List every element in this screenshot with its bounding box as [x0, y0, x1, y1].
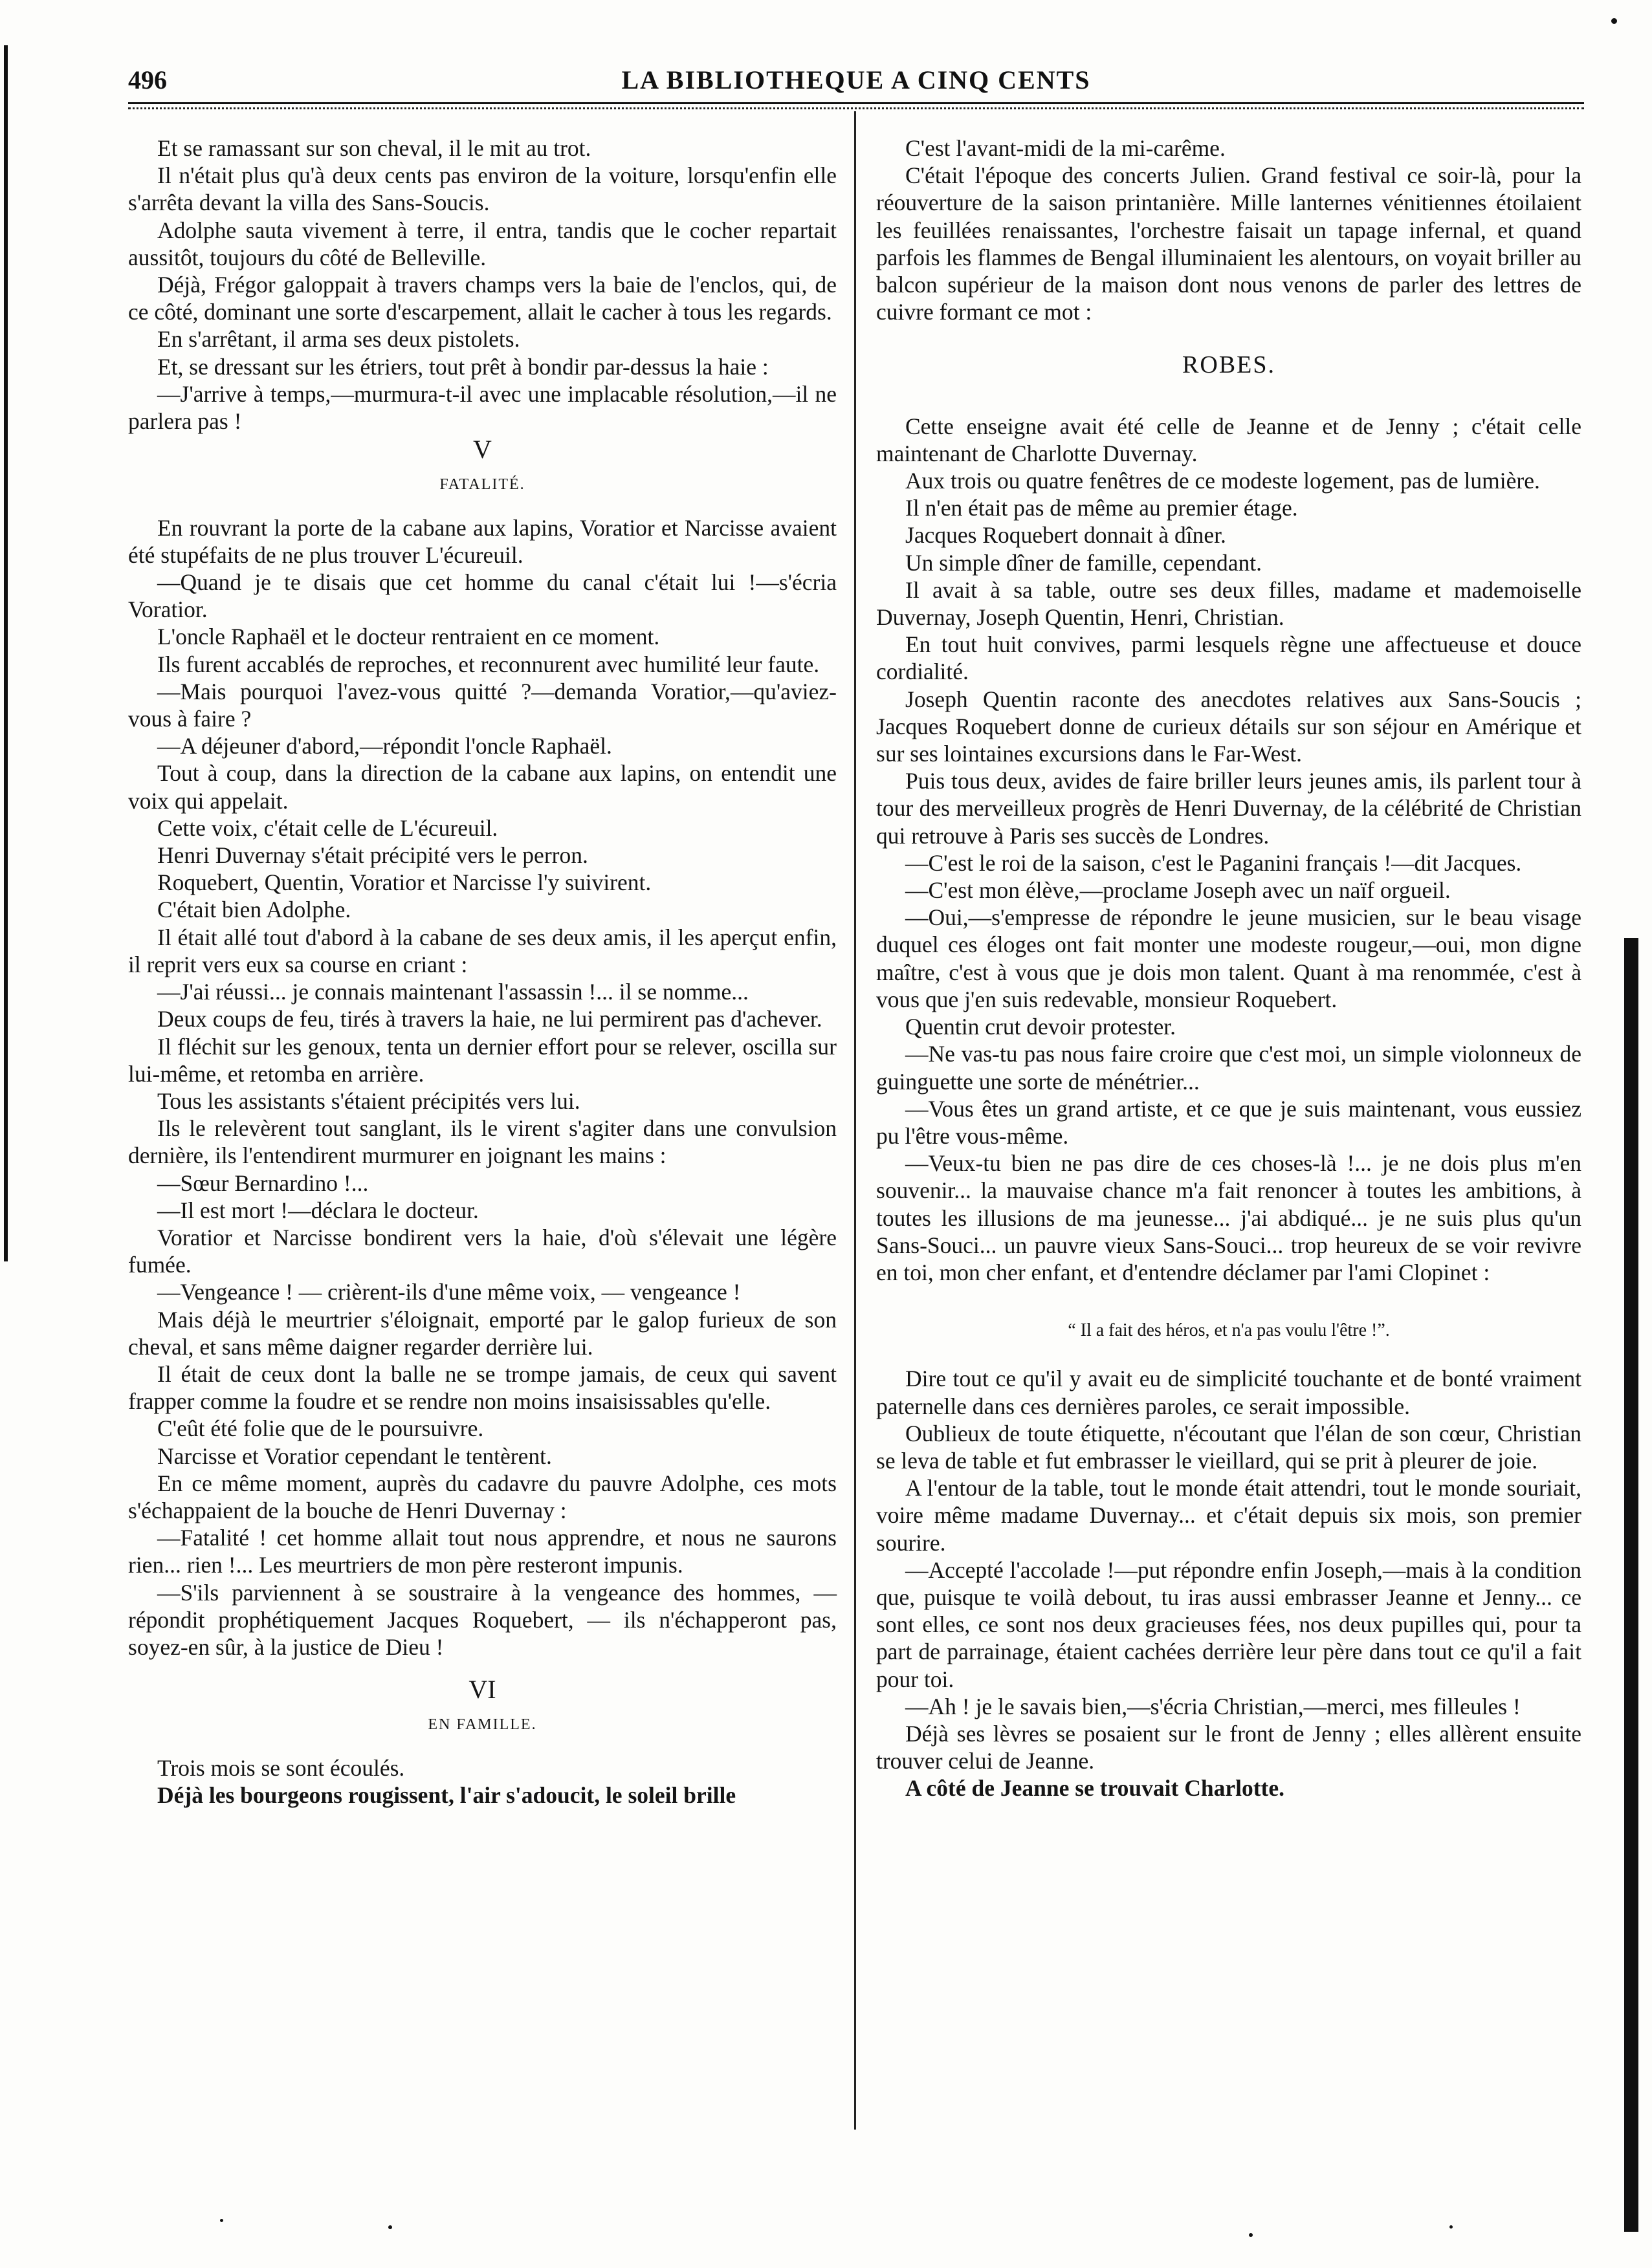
paragraph: C'était l'époque des concerts Julien. Grand festival ce soir-là, pour la réouverture de la saison printanière. Mille lanternes vénitiennes étoilaient les feuillées renaissantes, l'orchestre faisait un tapage infernal, et quand parfois les flammes de Bengal illuminaient les alentours, on voyait briller au balcon supérieur de la maison dont nous venons de parler des lettres de cuivre formant ce mot :	[876, 162, 1581, 325]
paragraph: —Veux-tu bien ne pas dire de ces choses-là !... je ne dois plus m'en souvenir... la mauvaise chance m'a fait renoncer à toutes les ambitions, à toutes les illusions de ma jeunesse... j'ai abdiqué... je ne suis plus qu'un Sans-Souci... un pauvre vieux Sans-Souci... trop heureux de se voir revivre en toi, mon cher enfant, et d'entendre déclamer par l'ami Clopinet :	[876, 1150, 1581, 1285]
chapter-number: V	[473, 435, 492, 464]
paragraph: Il avait à sa table, outre ses deux filles, madame et mademoiselle Duvernay, Joseph Quentin, Henri, Christian.	[876, 576, 1581, 631]
paragraph: —Il est mort !—déclara le docteur.	[157, 1197, 479, 1223]
paragraph: Mais déjà le meurtrier s'éloignait, emporté par le galop furieux de son cheval, et sans même daigner regarder derrière lui.	[128, 1306, 837, 1360]
column-divider	[854, 111, 856, 2130]
paragraph: Narcisse et Voratior cependant le tentèrent.	[157, 1443, 552, 1469]
paragraph: Henri Duvernay s'était précipité vers le perron.	[157, 842, 588, 869]
header-dotted-rule	[128, 107, 1584, 109]
paragraph: Tout à coup, dans la direction de la cabane aux lapins, on entendit une voix qui appelait.	[128, 760, 837, 814]
paragraph: A côté de Jeanne se trouvait Charlotte.	[905, 1775, 1284, 1802]
paragraph: En ce même moment, auprès du cadavre du pauvre Adolphe, ces mots s'échappaient de la bouche de Henri Duvernay :	[128, 1470, 837, 1523]
paragraph: Jacques Roquebert donnait à dîner.	[905, 522, 1226, 549]
scan-speck	[1449, 2225, 1453, 2229]
paragraph: Il était de ceux dont la balle ne se trompe jamais, de ceux qui savent frapper comme la foudre et se rendre non moins insaisissables qu'elle.	[128, 1360, 837, 1415]
paragraph: —Vous êtes un grand artiste, et ce que je suis maintenant, vous eussiez pu l'être vous-même.	[876, 1095, 1581, 1149]
chapter-number: VI	[468, 1675, 496, 1705]
paragraph: —Ne vas-tu pas nous faire croire que c'est moi, un simple violonneux de guinguette une sorte de ménétrier...	[876, 1041, 1581, 1095]
paragraph: Il était allé tout d'abord à la cabane de ses deux amis, il les aperçut enfin, il reprit vers eux sa course en criant :	[128, 924, 837, 977]
scan-speck	[388, 2225, 392, 2229]
paragraph: C'eût été folie que de le poursuivre.	[157, 1415, 484, 1442]
paragraph: C'est l'avant-midi de la mi-carême.	[905, 135, 1226, 161]
paragraph: —Oui,—s'empresse de répondre le jeune musicien, sur le beau visage duquel ces éloges ont fait monter une modeste rougeur,—oui, mon digne maître, c'est à vous que je dois mon talent. Quant à ma renommée, c'est à vous que j'en suis redevable, monsieur Roquebert.	[876, 904, 1581, 1012]
paragraph: Ils furent accablés de reproches, et reconnurent avec humilité leur faute.	[157, 651, 820, 677]
paragraph: Puis tous deux, avides de faire briller leurs jeunes amis, ils parlent tour à tour des merveilleux progrès de Henri Duvernay, de la célébrité de Christian qui retrouve à Paris ses succès de Londres.	[876, 768, 1581, 849]
scan-speck	[1611, 18, 1617, 24]
paragraph: Tous les assistants s'étaient précipités vers lui.	[157, 1087, 580, 1114]
paragraph: L'oncle Raphaël et le docteur rentraient en ce moment.	[157, 624, 660, 650]
paragraph: —Ah ! je le savais bien,—s'écria Christian,—merci, mes filleules !	[905, 1693, 1521, 1719]
scan-edge-right	[1624, 938, 1638, 2232]
paragraph: —A déjeuner d'abord,—répondit l'oncle Raphaël.	[157, 733, 612, 759]
paragraph: —Quand je te disais que cet homme du canal c'était lui !—s'écria Voratior.	[128, 569, 837, 623]
paragraph: Ils le relevèrent tout sanglant, ils le virent s'agiter dans une convulsion dernière, ils l'entendirent murmurer en joignant les mains :	[128, 1115, 837, 1169]
paragraph: Voratior et Narcisse bondirent vers la haie, d'où s'élevait une légère fumée.	[128, 1224, 837, 1278]
paragraph: Trois mois se sont écoulés.	[157, 1754, 405, 1781]
paragraph: Et, se dressant sur les étriers, tout prêt à bondir par-dessus la haie :	[157, 353, 769, 380]
paragraph: —Accepté l'accolade !—put répondre enfin Joseph,—mais à la condition que, puisque te voilà debout, tu iras aussi embrasser Jeanne et Jenny... ce sont elles, ce sont nos deux gracieuses fées, nos deux pupilles qui, pour ta part de parrainage, étaient cachées derrière leur père dans tout ce qu'il a fait pour toi.	[876, 1556, 1581, 1692]
chapter-title: FATALITÉ.	[439, 476, 525, 494]
paragraph: Adolphe sauta vivement à terre, il entra, tandis que le cocher repartait aussitôt, toujours du côté de Belleville.	[128, 217, 837, 270]
header-rule	[128, 102, 1584, 104]
paragraph: Quentin crut devoir protester.	[905, 1014, 1176, 1040]
scan-edge-left	[4, 45, 8, 1261]
paragraph: Roquebert, Quentin, Voratior et Narcisse l'y suivirent.	[157, 869, 652, 896]
running-title: LA BIBLIOTHEQUE A CINQ CENTS	[621, 65, 1091, 94]
paragraph: En tout huit convives, parmi lesquels règne une affectueuse et douce cordialité.	[876, 631, 1581, 685]
paragraph: Déjà ses lèvres se posaient sur le front de Jenny ; elles allèrent ensuite trouver celui de Jeanne.	[876, 1720, 1581, 1774]
paragraph: A l'entour de la table, tout le monde était attendri, tout le monde souriait, voire même madame Duvernay... et c'était depuis six mois, son premier sourire.	[876, 1475, 1581, 1556]
paragraph: Cette enseigne avait été celle de Jeanne et de Jenny ; c'était celle maintenant de Charlotte Duvernay.	[876, 413, 1581, 466]
paragraph: —C'est mon élève,—proclame Joseph avec un naïf orgueil.	[905, 877, 1451, 904]
paragraph: Déjà les bourgeons rougissent, l'air s'adoucit, le soleil brille	[157, 1782, 736, 1808]
page-number: 496	[128, 65, 167, 94]
paragraph: —J'ai réussi... je connais maintenant l'assassin !... il se nomme...	[157, 979, 749, 1005]
paragraph: —S'ils parviennent à se soustraire à la vengeance des hommes, — répondit prophétiquement Jacques Roquebert, — ils n'échapperont pas, soyez-en sûr, à la justice de Dieu !	[128, 1579, 837, 1660]
paragraph: —Mais pourquoi l'avez-vous quitté ?—demanda Voratior,—qu'aviez-vous à faire ?	[128, 678, 837, 732]
chapter-title: EN FAMILLE.	[428, 1716, 537, 1734]
left-column	[128, 135, 837, 1809]
paragraph: —C'est le roi de la saison, c'est le Paganini français !—dit Jacques.	[905, 849, 1522, 876]
paragraph: Joseph Quentin raconte des anecdotes relatives aux Sans-Soucis ; Jacques Roquebert donne de curieux détails sur son séjour en Amérique et sur ses lointaines excursions dans le Far-West.	[876, 686, 1581, 767]
paragraph: En rouvrant la porte de la cabane aux lapins, Voratior et Narcisse avaient été stupéfaits de ne plus trouver L'écureuil.	[128, 514, 837, 568]
paragraph: Oublieux de toute étiquette, n'écoutant que l'élan de son cœur, Christian se leva de table et fut embrasser le vieillard, qui se prit à pleurer de joie.	[876, 1420, 1581, 1474]
paragraph: Il fléchit sur les genoux, tenta un dernier effort pour se relever, oscilla sur lui-même, et retomba en arrière.	[128, 1033, 837, 1087]
paragraph: —Sœur Bernardino !...	[157, 1170, 369, 1196]
paragraph: Cette voix, c'était celle de L'écureuil.	[157, 814, 498, 841]
paragraph: C'était bien Adolphe.	[157, 897, 351, 923]
shop-sign-word: ROBES.	[1182, 351, 1275, 379]
paragraph: Un simple dîner de famille, cependant.	[905, 549, 1262, 576]
scan-speck	[1249, 2233, 1253, 2237]
verse-quote: “ Il a fait des héros, et n'a pas voulu l'être !”.	[1068, 1320, 1390, 1341]
paragraph: Et se ramassant sur son cheval, il le mit au trot.	[157, 135, 591, 161]
paragraph: Déjà, Frégor galoppait à travers champs vers la baie de l'enclos, qui, de ce côté, dominant une sorte d'escarpement, allait le cacher à tous les regards.	[128, 272, 837, 325]
paragraph: —Fatalité ! cet homme allait tout nous apprendre, et nous ne saurons rien... rien !... Les meurtriers de mon père resteront impunis.	[128, 1525, 837, 1578]
paragraph: Dire tout ce qu'il y avait eu de simplicité touchante et de bonté vraiment paternelle dans ces dernières paroles, ce serait impossible.	[876, 1366, 1581, 1419]
paragraph: Deux coups de feu, tirés à travers la haie, ne lui permirent pas d'achever.	[157, 1006, 822, 1032]
scan-speck	[220, 2219, 223, 2222]
running-header	[128, 65, 1584, 97]
right-column	[876, 135, 1581, 1802]
paragraph: Il n'en était pas de même au premier étage.	[905, 495, 1298, 521]
paragraph: En s'arrêtant, il arma ses deux pistolets.	[157, 326, 520, 353]
paragraph: Aux trois ou quatre fenêtres de ce modeste logement, pas de lumière.	[905, 468, 1540, 494]
paragraph: Il n'était plus qu'à deux cents pas environ de la voiture, lorsqu'enfin elle s'arrêta devant la villa des Sans-Soucis.	[128, 162, 837, 216]
paragraph: —J'arrive à temps,—murmura-t-il avec une implacable résolution,—il ne parlera pas !	[128, 380, 837, 435]
spacer	[128, 1661, 837, 1675]
paragraph: —Vengeance ! — crièrent-ils d'une même voix, — vengeance !	[157, 1279, 741, 1305]
